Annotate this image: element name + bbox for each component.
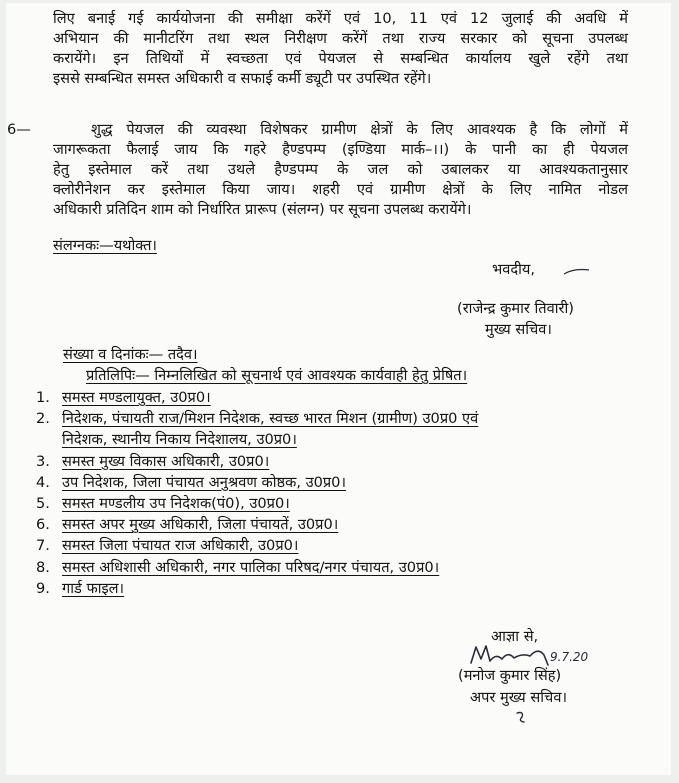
closing-salutation: भवदीय, — [492, 261, 536, 278]
distribution-list — [36, 387, 478, 599]
signature-date: 9.7.20 — [550, 650, 589, 664]
item-number: 5. — [36, 495, 50, 513]
item-text: समस्त मण्डलीय उप निदेशक(पं0), उ0प्र0। — [62, 495, 290, 513]
item-text: निदेशक, पंचायती राज/मिशन निदेशक, स्वच्छ भारत मिशन (ग्रामीण) उ0प्र0 एवं — [62, 410, 479, 428]
item-text: समस्त अपर मुख्य अधिकारी, जिला पंचायतें, उ0प्र0। — [62, 516, 339, 534]
item-number: 6. — [36, 516, 50, 534]
item-number: 2. — [36, 410, 50, 428]
handwritten-signature — [468, 641, 593, 667]
signatory-name: (राजेन्द्र कुमार तिवारी) — [457, 300, 574, 317]
enclosure-note: संलग्नकः—यथोक्त। — [53, 237, 157, 254]
paragraph-6 — [7, 120, 628, 220]
item-number: 7. — [36, 537, 50, 555]
list-item — [36, 387, 478, 408]
item-number: 1. — [36, 389, 50, 406]
text-line: अधिकारी प्रतिदिन शाम को निर्धारित प्रारूप (संलग्न) पर सूचना उपलब्ध करायेंगे। — [53, 201, 472, 218]
pen-stroke-icon — [562, 266, 592, 278]
item-text: समस्त जिला पंचायत राज अधिकारी, उ0प्र0। — [62, 537, 299, 555]
item-text-continued: निदेशक, स्थानीय निकाय निदेशालय, उ0प्र0। — [62, 431, 297, 449]
paragraph-number: 6— — [7, 121, 31, 138]
item-number: 9. — [36, 579, 50, 597]
order-signatory-name: (मनोज कुमार सिंह) — [458, 667, 562, 684]
text-line: करायेंगे। इन तिथियों में स्वच्छता एवं पेयजल से सम्बन्धित कार्यालय खुले रहेंगे तथा — [53, 50, 628, 67]
list-item — [36, 514, 478, 535]
text-line: इससे सम्बन्धित समस्त अधिकारी व सफाई कर्मी ड्यूटी पर उपस्थित रहेंगे। — [53, 70, 432, 87]
item-number: 8. — [36, 558, 50, 576]
text-line: लिए बनाई गई कार्ययोजना की समीक्षा करेंगें एवं 10, 11 एवं 12 जुलाई की अवधि में — [53, 10, 628, 27]
list-item — [36, 408, 478, 450]
letter-page — [6, 3, 671, 775]
signatory-designation: मुख्य सचिव। — [485, 321, 552, 338]
copy-to-line: प्रतिलिपिः— निम्नलिखित को सूचनार्थ एवं आवश्यक कार्यवाही हेतु प्रेषित। — [86, 367, 468, 384]
text-line: अभियान की मानीटरिंग तथा स्थल निरीक्षण करेंगें तथा राज्य सरकार को सूचना उपलब्ध — [53, 30, 628, 47]
item-number: 4. — [36, 473, 50, 491]
list-item — [36, 557, 478, 578]
item-text: समस्त मुख्य विकास अधिकारी, उ0प्र0। — [62, 452, 270, 470]
list-item — [36, 535, 478, 556]
list-item — [36, 493, 478, 514]
text-line: क्लोरीनेशन कर इस्तेमाल किया जाय। शहरी एवं ग्रामीण क्षेत्रों के लिए नामित नोडल — [53, 181, 628, 198]
text-line: शुद्ध पेयजल की व्यवस्था विशेषकर ग्रामीण क्षेत्रों के लिए आवश्यक है कि लोगों में — [91, 121, 628, 138]
item-text: गार्ड फाइल। — [62, 579, 125, 597]
list-item — [36, 578, 478, 599]
text-line: जागरूकता फैलाई जाय कि गहरे हैण्डपम्प (इण्डिया मार्क–।।) के पानी का ही पेयजल — [53, 141, 628, 158]
list-item — [36, 472, 478, 493]
item-number: 3. — [36, 452, 50, 470]
item-text: समस्त अधिशासी अधिकारी, नगर पालिका परिषद/नगर पंचायत, उ0प्र0। — [62, 558, 440, 576]
order-signatory-designation: अपर मुख्य सचिव। — [470, 689, 567, 706]
item-text: उप निदेशक, जिला पंचायत अनुश्रवण कोष्ठक, उ0प्र0। — [62, 473, 347, 491]
list-item — [36, 451, 478, 472]
item-text: समस्त मण्डलायुक्त, उ0प्र0। — [62, 389, 211, 406]
paragraph-5-continuation — [53, 9, 628, 89]
reference-line: संख्या व दिनांकः— तदैव। — [63, 346, 198, 363]
by-order-line: आज्ञा से, — [491, 628, 539, 645]
initial-mark-icon — [514, 709, 530, 725]
text-line: हेतु इस्तेमाल करें तथा उथले हैण्डपम्प के जल को उबालकर या आवश्यकतानुसार — [53, 161, 628, 178]
